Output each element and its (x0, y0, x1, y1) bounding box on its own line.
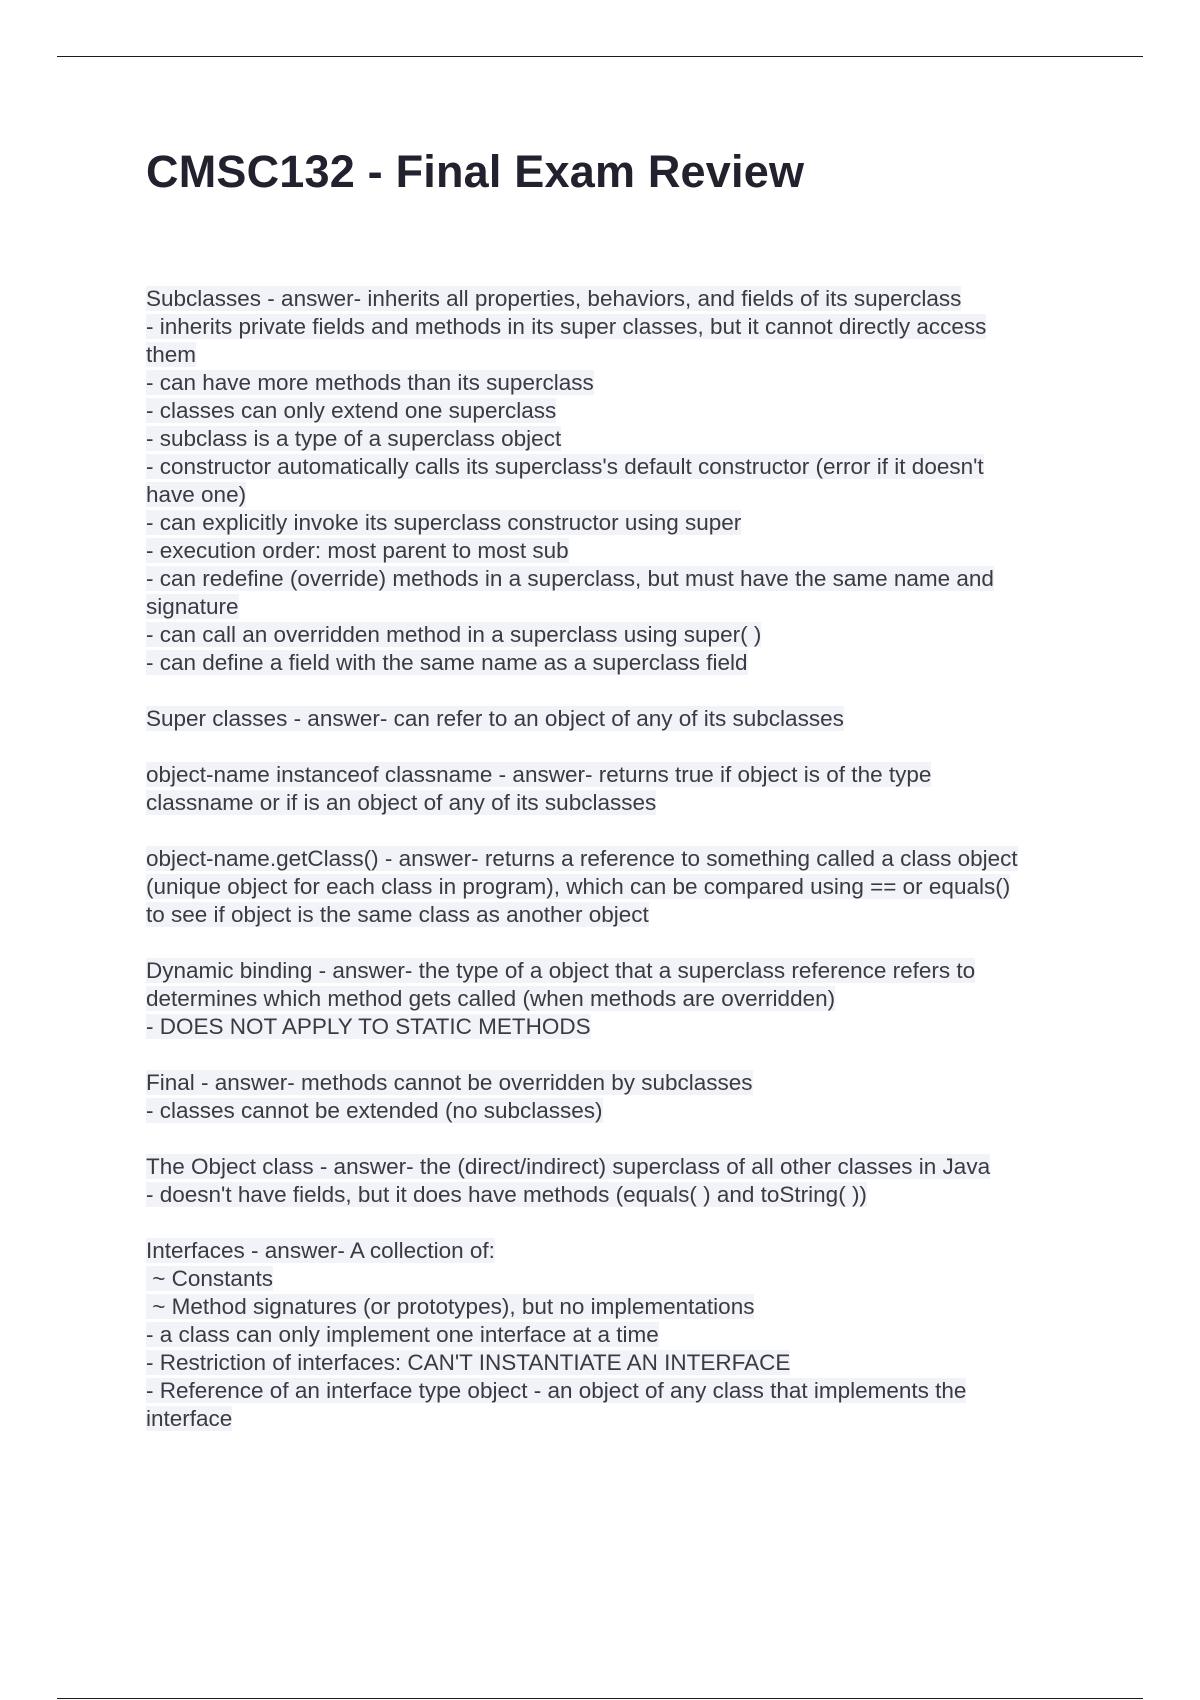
flashcard-entry (146, 845, 1106, 929)
flashcard-answer-line (146, 1097, 1106, 1125)
line-text: them (146, 342, 197, 367)
flashcard-term-line (146, 1153, 1106, 1181)
line-text: Interfaces - answer- A collection of: (146, 1238, 495, 1263)
flashcard-entry (146, 1153, 1106, 1209)
line-text: - classes can only extend one superclass (146, 398, 557, 423)
line-text: - can define a field with the same name as a superclass field (146, 650, 748, 675)
flashcard-answer-line (146, 1377, 1106, 1405)
line-text: - DOES NOT APPLY TO STATIC METHODS (146, 1014, 591, 1039)
line-text: - can redefine (override) methods in a superclass, but must have the same name and (146, 566, 994, 591)
line-text: signature (146, 594, 239, 619)
flashcard-answer-line (146, 1181, 1106, 1209)
line-text: Final - answer- methods cannot be overridden by subclasses (146, 1070, 753, 1095)
flashcard-answer-line (146, 537, 1106, 565)
flashcard-answer-line (146, 481, 1106, 509)
flashcard-answer-line (146, 341, 1106, 369)
flashcard-answer-line (146, 397, 1106, 425)
flashcard-answer-line (146, 789, 1106, 817)
flashcard-term-line (146, 1237, 1106, 1265)
flashcard-term-line (146, 845, 1106, 873)
flashcard-answer-line (146, 985, 1106, 1013)
line-text: Super classes - answer- can refer to an object of any of its subclasses (146, 706, 844, 731)
flashcard-answer-line (146, 1405, 1106, 1433)
flashcard-term-line (146, 705, 1106, 733)
line-text: - a class can only implement one interface at a time (146, 1322, 659, 1347)
flashcard-answer-line (146, 649, 1106, 677)
flashcard-answer-line (146, 621, 1106, 649)
flashcard-answer-line (146, 873, 1106, 901)
line-text: ~ Constants (146, 1266, 273, 1291)
flashcard-answer-line (146, 1349, 1106, 1377)
flashcard-term-line (146, 761, 1106, 789)
line-text: classname or if is an object of any of its subclasses (146, 790, 657, 815)
flashcard-term-line (146, 957, 1106, 985)
line-text: - can have more methods than its superclass (146, 370, 594, 395)
line-text: - constructor automatically calls its superclass's default constructor (error if it doesn't (146, 454, 984, 479)
flashcard-term-line (146, 1069, 1106, 1097)
line-text: Dynamic binding - answer- the type of a object that a superclass reference refers to (146, 958, 976, 983)
flashcard-entry (146, 1237, 1106, 1433)
line-text: object-name instanceof classname - answer- returns true if object is of the type (146, 762, 932, 787)
flashcard-term-line (146, 285, 1106, 313)
flashcard-answer-line (146, 369, 1106, 397)
bottom-rule (57, 1698, 1143, 1699)
flashcard-entry (146, 761, 1106, 817)
line-text: - doesn't have fields, but it does have methods (equals( ) and toString( )) (146, 1182, 867, 1207)
line-text: have one) (146, 482, 247, 507)
top-rule (57, 56, 1143, 57)
flashcard-answer-line (146, 593, 1106, 621)
line-text: ~ Method signatures (or prototypes), but no implementations (146, 1294, 755, 1319)
flashcard-entry (146, 957, 1106, 1041)
flashcard-answer-line (146, 453, 1106, 481)
line-text: - Reference of an interface type object - an object of any class that implements the (146, 1378, 967, 1403)
flashcard-answer-line (146, 901, 1106, 929)
line-text: (unique object for each class in program), which can be compared using == or equals() (146, 874, 1011, 899)
flashcard-answer-line (146, 425, 1106, 453)
flashcard-answer-line (146, 1321, 1106, 1349)
flashcard-entry (146, 705, 1106, 733)
line-text: object-name.getClass() - answer- returns a reference to something called a class object (146, 846, 1018, 871)
line-text: The Object class - answer- the (direct/indirect) superclass of all other classes in Java (146, 1154, 991, 1179)
flashcard-answer-line (146, 509, 1106, 537)
line-text: - can call an overridden method in a superclass using super( ) (146, 622, 762, 647)
line-text: determines which method gets called (when methods are overridden) (146, 986, 836, 1011)
line-text: to see if object is the same class as another object (146, 902, 649, 927)
flashcard-entry (146, 285, 1106, 677)
flashcard-answer-line (146, 313, 1106, 341)
flashcard-entry (146, 1069, 1106, 1125)
flashcard-answer-line (146, 1013, 1106, 1041)
flashcard-answer-line (146, 1265, 1106, 1293)
line-text: - inherits private fields and methods in its super classes, but it cannot directly access (146, 314, 987, 339)
line-text: - Restriction of interfaces: CAN'T INSTANTIATE AN INTERFACE (146, 1350, 791, 1375)
line-text: interface (146, 1406, 233, 1431)
flashcard-list (146, 285, 1106, 1461)
page-title: CMSC132 - Final Exam Review (146, 146, 805, 197)
flashcard-answer-line (146, 1293, 1106, 1321)
line-text: - can explicitly invoke its superclass constructor using super (146, 510, 742, 535)
line-text: - classes cannot be extended (no subclasses) (146, 1098, 603, 1123)
line-text: - subclass is a type of a superclass object (146, 426, 562, 451)
line-text: - execution order: most parent to most sub (146, 538, 569, 563)
line-text: Subclasses - answer- inherits all properties, behaviors, and fields of its superclass (146, 286, 962, 311)
flashcard-answer-line (146, 565, 1106, 593)
